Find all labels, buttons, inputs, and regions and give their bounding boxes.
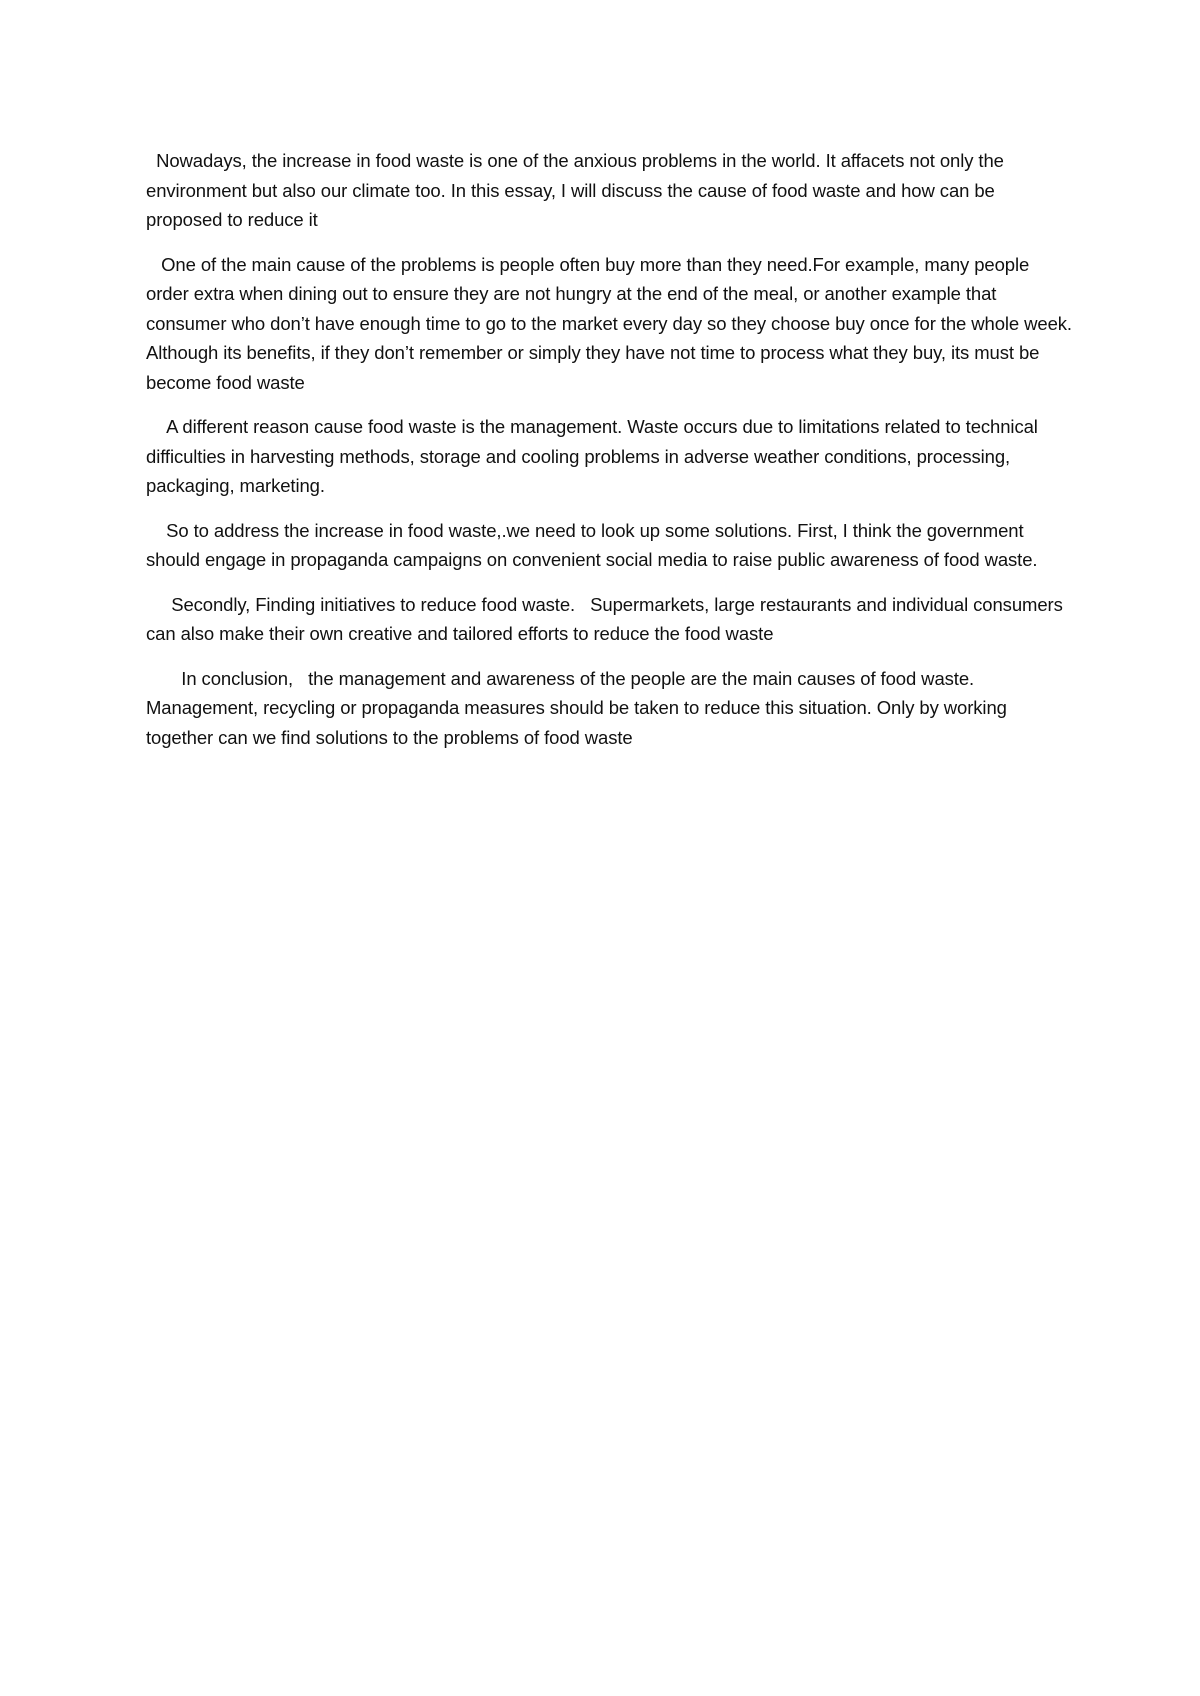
paragraph-main-cause: One of the main cause of the problems is people often buy more than they need.For example, many people order extra when dining out to ensure they are not hungry at the end of the meal, or another example that consumer who don’t have enough time to go to the market every day so they choose buy once for the whole week. Although its benefits, if they don’t remember or simply they have not time to process what they buy, its must be become food waste [146,253,1076,393]
paragraph-management-reason: A different reason cause food waste is the management. Waste occurs due to limitations related to technical difficulties in harvesting methods, storage and cooling problems in adverse weather conditions, processing, packaging, marketing. [146,416,1043,496]
paragraph-solution-one: So to address the increase in food waste,.we need to look up some solutions. First, I think the government should engage in propaganda campaigns on convenient social media to raise public awareness of food waste. [146,519,1038,570]
essay-body [146,146,1076,752]
paragraph-conclusion: In conclusion, the management and awareness of the people are the main causes of food waste. Management, recycling or propaganda measures should be taken to reduce this situation. Only by working together can we find solutions to the problems of food waste [146,667,1012,748]
paragraph-introduction: Nowadays, the increase in food waste is one of the anxious problems in the world. It affacets not only the environment but also our climate too. In this essay, I will discuss the cause of food waste and how can be proposed to reduce it [146,150,1009,230]
paragraph-solution-two: Secondly, Finding initiatives to reduce food waste. Supermarkets, large restaurants and individual consumers can also make their own creative and tailored efforts to reduce the food waste [146,593,1068,644]
